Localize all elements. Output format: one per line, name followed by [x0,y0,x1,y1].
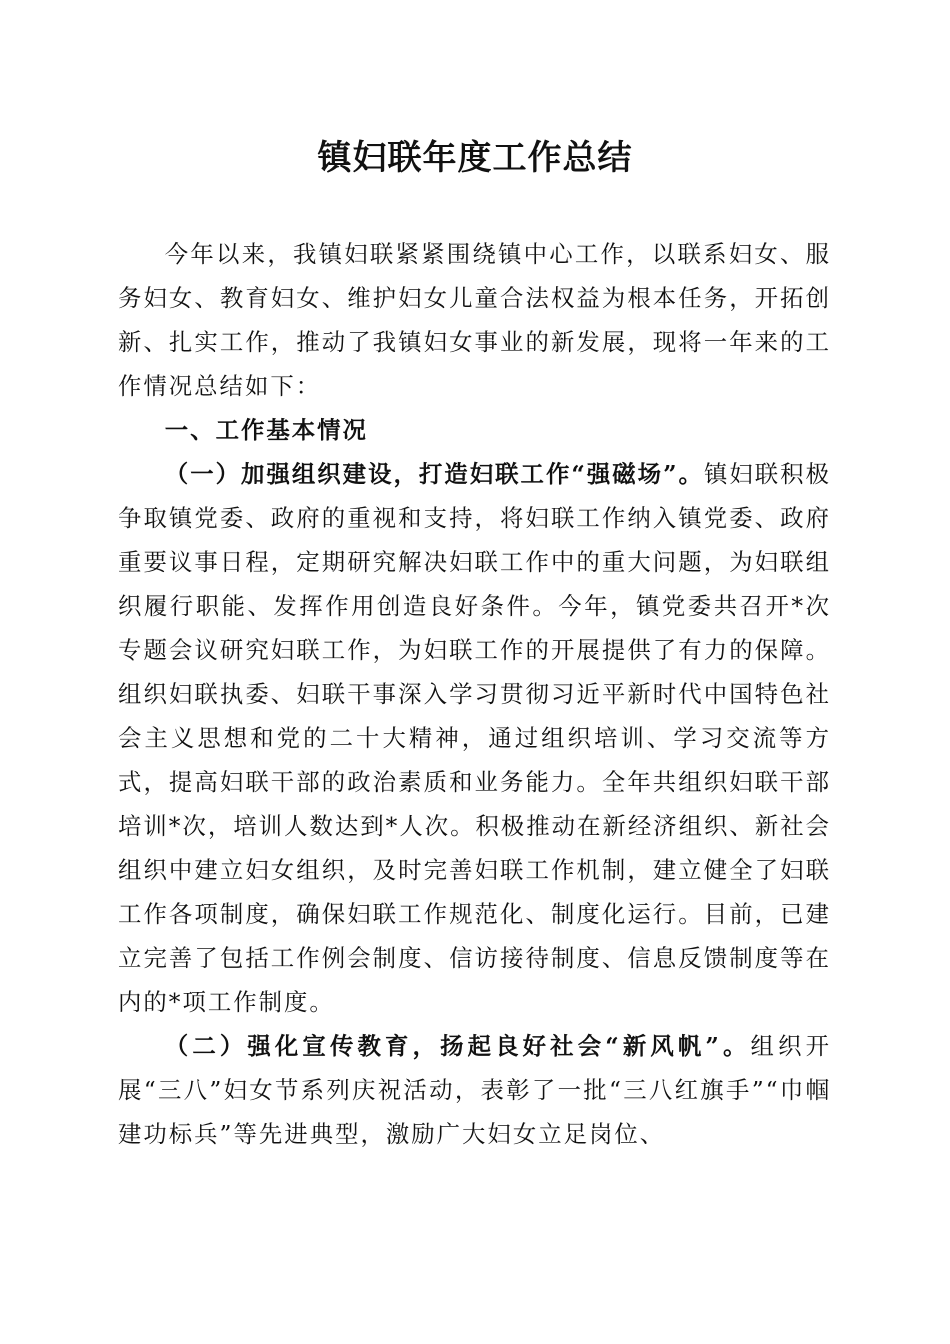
paragraph-text: 组织开展“三八”妇女节系列庆祝活动，表彰了一批“三八红旗手”“巾帼建功标兵”等先进典型，激励广大妇女立足岗位、 [118,1032,831,1148]
paragraph-publicity [118,1024,831,1156]
section-heading: 一、工作基本情况 [164,416,368,444]
intro-paragraph: 今年以来，我镇妇联紧紧围绕镇中心工作，以联系妇女、服务妇女、教育妇女、维护妇女儿童合法权益为根本任务，开拓创新、扎实工作，推动了我镇妇女事业的新发展，现将一年来的工作情况总结如下： [118,240,831,400]
paragraph-run-head: （一）加强组织建设，打造妇联工作“强磁场”。 [164,460,704,488]
paragraph-run-head: （二）强化宣传教育，扬起良好社会“新风帆”。 [164,1032,751,1060]
document-body [118,232,831,1156]
document-title: 镇妇联年度工作总结 [317,138,633,178]
paragraph-organization [118,452,831,1024]
paragraph-text: 镇妇联积极争取镇党委、政府的重视和支持，将妇联工作纳入镇党委、政府重要议事日程，定期研究解决妇联工作中的重大问题，为妇联组织履行职能、发挥作用创造良好条件。今年，镇党委共召开*次专题会议研究妇联工作，为妇联工作的开展提供了有力的保障。组织妇联执委、妇联干事深入学习贯彻习近平新时代中国特色社会主义思想和党的二十大精神，通过组织培训、学习交流等方式，提高妇联干部的政治素质和业务能力。全年共组织妇联干部培训*次，培训人数达到*人次。积极推动在新经济组织、新社会组织中建立妇女组织，及时完善妇联工作机制，建立健全了妇联工作各项制度，确保妇联工作规范化、制度化运行。目前，已建立完善了包括工作例会制度、信访接待制度、信息反馈制度等在内的*项工作制度。 [118,460,831,1016]
